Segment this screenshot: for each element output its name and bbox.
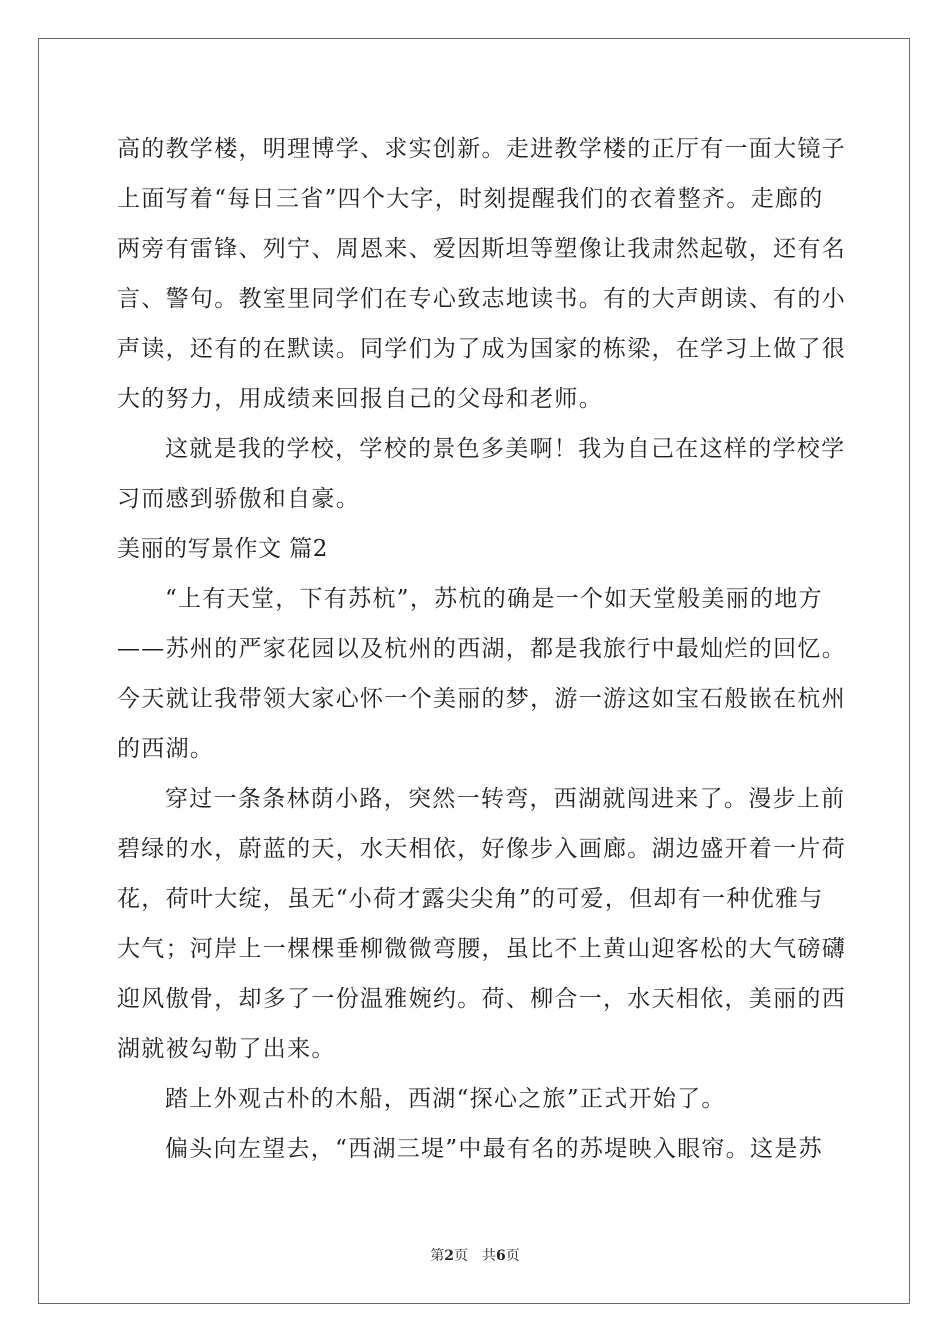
page-suffix: 页: [454, 1248, 468, 1264]
total-pages: 6: [496, 1248, 506, 1264]
section-heading: 美丽的写景作文 篇2: [117, 536, 328, 562]
page-footer: [0, 1245, 950, 1265]
text-line: 大气；河岸上一棵棵垂柳微微弯腰，虽比不上黄山迎客松的大气磅礴: [117, 936, 846, 962]
total-suffix: 页: [505, 1248, 520, 1264]
page-prefix: 第: [430, 1248, 445, 1264]
text-line: 迎风傲骨，却多了一份温雅婉约。荷、柳合一，水天相依，美丽的西: [117, 986, 846, 1012]
text-line: 大的努力，用成绩来回报自己的父母和老师。: [117, 386, 603, 412]
text-line: 这就是我的学校，学校的景色多美啊！我为自己在这样的学校学: [165, 436, 846, 462]
text-line: 湖就被勾勒了出来。: [117, 1036, 336, 1062]
text-line: 偏头向左望去，“西湖三堤”中最有名的苏堤映入眼帘。这是苏: [165, 1136, 823, 1162]
page-number: 2: [444, 1248, 454, 1264]
document-body: [117, 124, 846, 1174]
total-prefix: 共: [482, 1248, 496, 1264]
text-line: 穿过一条条林荫小路，突然一转弯，西湖就闯进来了。漫步上前: [165, 786, 846, 812]
text-line: 今天就让我带领大家心怀一个美丽的梦，游一游这如宝石般嵌在杭州: [117, 686, 846, 712]
text-line: 碧绿的水，蔚蓝的天，水天相依，好像步入画廊。湖边盛开着一片荷: [117, 836, 846, 862]
text-line: 上面写着“每日三省”四个大字，时刻提醒我们的衣着整齐。走廊的: [117, 186, 824, 212]
text-line: 的西湖。: [117, 736, 215, 762]
text-line: “上有天堂，下有苏杭”，苏杭的确是一个如天堂般美丽的地方: [165, 586, 823, 612]
text-line: 踏上外观古朴的木船，西湖“探心之旅”正式开始了。: [165, 1086, 726, 1112]
text-line: 习而感到骄傲和自豪。: [117, 486, 360, 512]
text-line: 花，荷叶大绽，虽无“小荷才露尖尖角”的可爱，但却有一种优雅与: [117, 886, 824, 912]
text-line: 言、警句。教室里同学们在专心致志地读书。有的大声朗读、有的小: [117, 286, 846, 312]
text-line: ——苏州的严家花园以及杭州的西湖，都是我旅行中最灿烂的回忆。: [117, 636, 846, 662]
text-line: 声读，还有的在默读。同学们为了成为国家的栋梁，在学习上做了很: [117, 336, 846, 362]
text-line: 两旁有雷锋、列宁、周恩来、爱因斯坦等塑像让我肃然起敬，还有名: [117, 236, 846, 262]
text-line: 高的教学楼，明理博学、求实创新。走进教学楼的正厅有一面大镜子: [117, 136, 846, 162]
